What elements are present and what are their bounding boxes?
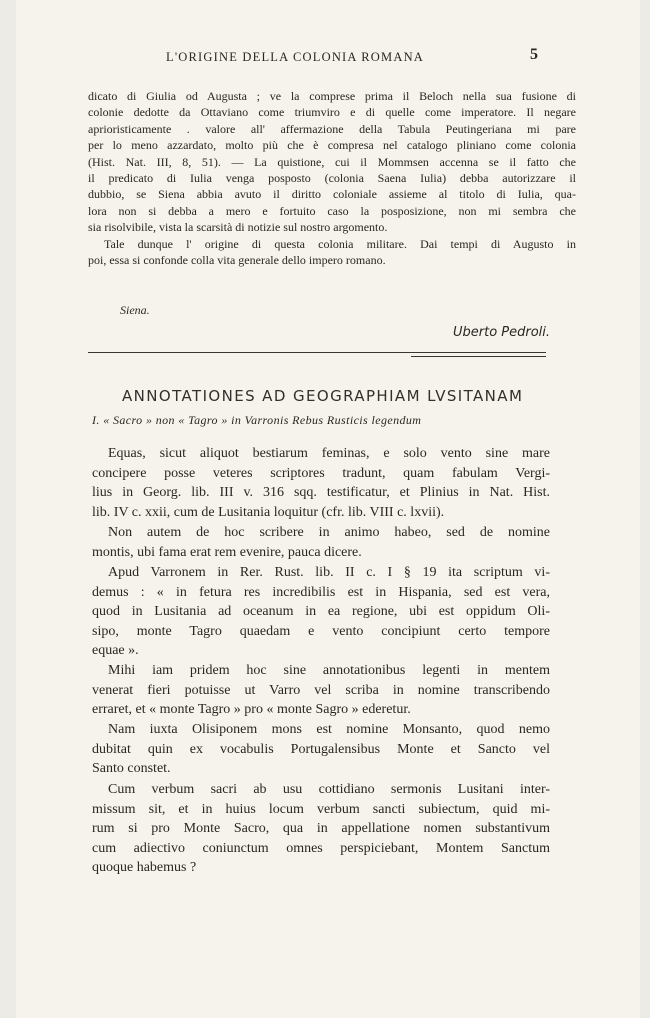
text-line: Santo constet. <box>92 761 171 777</box>
text-line: demus : « in fetura res incredibilis est in Hispania, sed est vera, <box>92 584 550 600</box>
text-line: sipo, monte Tagro quaedam e vento concipiunt certo tempore <box>92 623 550 639</box>
article2-paragraph-4 <box>92 661 550 720</box>
text-line: rum si pro Monte Sacro, qua in appellatione nomen substantivum <box>92 821 550 837</box>
article2-paragraph-5 <box>92 720 550 779</box>
text-line: sia risolvibile, vista la scarsità di notizie sul nostro argomento. <box>88 220 388 235</box>
article2-paragraph-2 <box>92 523 550 562</box>
text-line: dicato di Giulia od Augusta ; ve la comprese prima il Beloch nella sua fusione di <box>88 89 576 103</box>
article1-paragraph-1 <box>88 88 576 236</box>
text-line: concipere posse veteres scriptores tradunt, quam fabulam Vergi- <box>92 465 550 481</box>
text-line: lib. IV c. xxii, cum de Lusitania loquitur (cfr. lib. VIII c. lxvii). <box>92 504 445 520</box>
text-line: colonie dedotte da Ottaviano come triumviro e di quelle come imperatore. Il negare <box>88 105 576 120</box>
text-line: erraret, et « monte Tagro » pro « monte Sagro » ederetur. <box>92 702 411 718</box>
text-line: Apud Varronem in Rer. Rust. lib. II c. I § 19 ita scriptum vi- <box>108 565 550 580</box>
text-line: equae ». <box>92 643 139 659</box>
article-subtitle: I. « Sacro » non « Tagro » in Varronis Rebus Rusticis legendum <box>92 413 422 427</box>
text-line: aprioristicamente . valore all' affermazione della Tabula Peutingeriana mi pare <box>88 121 576 136</box>
article2-paragraph-6 <box>92 780 550 878</box>
text-line: (Hist. Nat. III, 8, 51). — La quistione, cui il Mommsen accenna se il fatto che <box>88 154 576 169</box>
text-line: Nam iuxta Olisiponem mons est nomine Monsanto, quod nemo <box>108 722 550 737</box>
text-line: Non autem de hoc scribere in animo habeo, sed de nomine <box>108 525 550 540</box>
text-line: quod in Lusitania ad oceanum in ea regione, ubi est oppidum Oli- <box>92 604 550 620</box>
section-divider <box>88 352 546 353</box>
text-line: venerat fieri potuisse ut Varro vel scriba in nomine transcribendo <box>92 682 550 698</box>
article-title: ANNOTATIONES AD GEOGRAPHIAM LVSITANAM <box>122 387 524 405</box>
text-line: il predicato di Iulia venga posposto (colonia Saena Iulia) debba autorizzare il <box>88 171 576 186</box>
text-line: Cum verbum sacri ab usu cottidiano sermonis Lusitani inter- <box>108 782 550 797</box>
text-line: per lo meno azzardato, molto più che è compresa nel catalogo pliniano come colonia <box>88 138 576 153</box>
text-line: lora non si debba a mero e fortuito caso la posposizione, non mi sembra che <box>88 203 576 218</box>
text-line: Mihi iam pridem hoc sine annotationibus legenti in mentem <box>108 663 550 678</box>
text-line: Tale dunque l' origine di questa colonia militare. Dai tempi di Augusto in <box>104 237 576 251</box>
text-line: quoque habemus ? <box>92 860 197 876</box>
text-line: montis, ubi fama erat rem evenire, pauca dicere. <box>92 544 362 560</box>
text-line: cum adiectivo coniunctum omnes perspiciebant, Montem Sanctum <box>92 840 550 856</box>
section-divider-short <box>411 356 546 357</box>
page <box>16 0 640 1018</box>
text-line: lius in Georg. lib. III v. 316 sqq. testificatur, et Plinius in Nat. Hist. <box>92 485 550 501</box>
text-line: missum sit, et in huius locum verbum sancti subiectum, quid mi- <box>92 801 550 817</box>
text-line: dubitat quin ex vocabulis Portugalensibus Monte et Sancto vel <box>92 741 550 757</box>
running-title: L'ORIGINE DELLA COLONIA ROMANA <box>166 50 425 64</box>
article2-paragraph-1 <box>92 444 550 522</box>
text-line: poi, essa si confonde colla vita generale dello impero romano. <box>88 253 386 268</box>
text-line: dubbio, se Siena abbia avuto il diritto coloniale assieme al titolo di Iulia, qua- <box>88 187 576 202</box>
article2-paragraph-3 <box>92 563 550 661</box>
page-number: 5 <box>530 46 538 63</box>
signature-place: Siena. <box>120 303 150 317</box>
signature-author: Uberto Pedroli. <box>453 325 551 340</box>
article1-paragraph-2 <box>88 236 576 269</box>
text-line: Equas, sicut aliquot bestiarum feminas, e solo vento sine mare <box>108 446 550 461</box>
